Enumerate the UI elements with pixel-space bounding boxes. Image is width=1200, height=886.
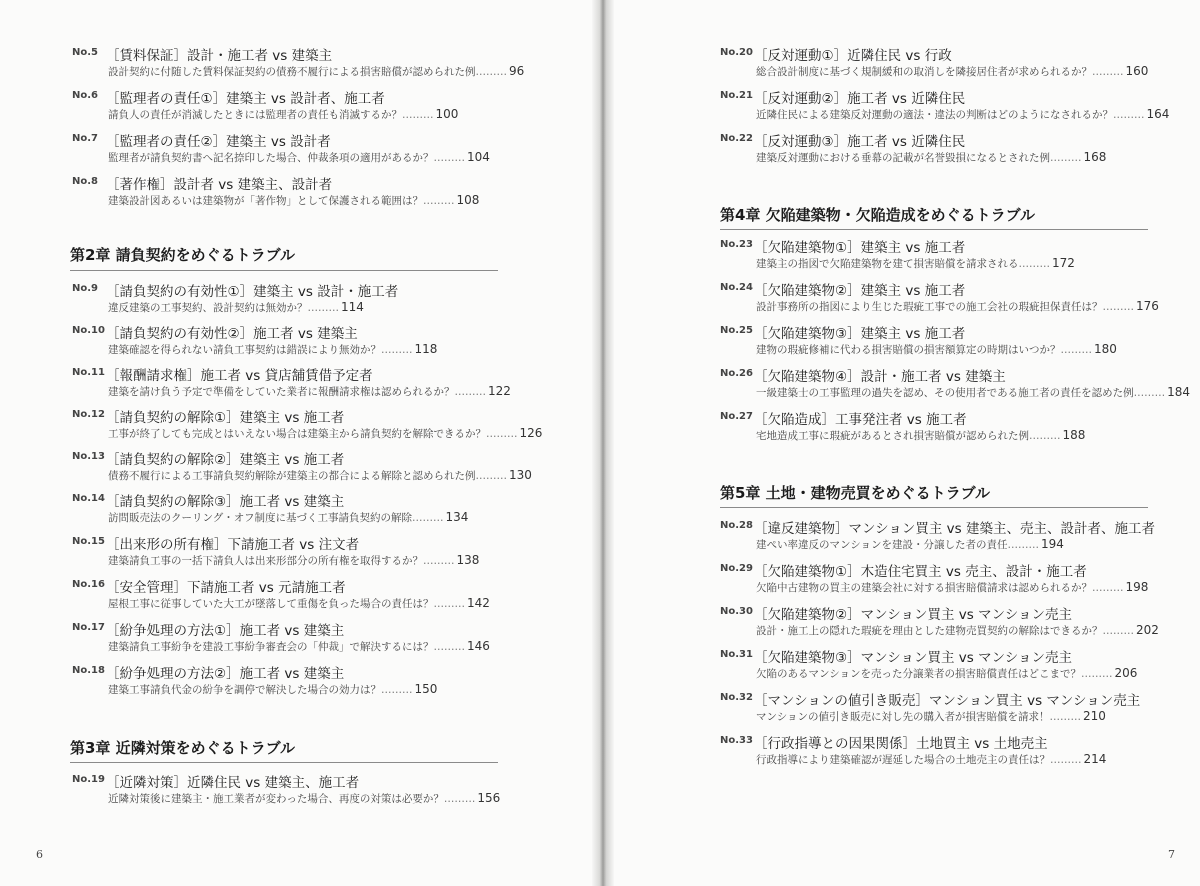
- entry-title: ［請負契約の解除②］建築主 vs 施工者: [106, 452, 345, 468]
- right-page: [606, 0, 1200, 886]
- entry-page: 138: [456, 553, 480, 567]
- entry-number: No.12: [72, 409, 105, 420]
- chapter-5-heading: 第5章 土地・建物売買をめぐるトラブル: [720, 484, 991, 502]
- entry-title: ［反対運動①］近隣住民 vs 行政: [754, 48, 952, 64]
- entry-page: 118: [414, 342, 438, 356]
- entry-number: No.15: [72, 536, 105, 547]
- entry-title: ［行政指導との因果関係］土地買主 vs 土地売主: [754, 736, 1048, 752]
- entry-description: 設計・施工上の隠れた瑕疵を理由とした建物売買契約の解除はできるか？……… 202: [756, 623, 1159, 637]
- entry-title: ［マンションの値引き販売］マンション買主 vs マンション売主: [754, 693, 1141, 709]
- entry-description: 債務不履行による工事請負契約解除が建築主の都合による解除と認められた例……… 130: [108, 468, 532, 482]
- entry-page: 172: [1052, 256, 1075, 270]
- entry-title: ［紛争処理の方法②］施工者 vs 建築主: [106, 666, 345, 682]
- entry-page: 134: [445, 510, 469, 524]
- entry-page: 188: [1062, 428, 1086, 442]
- entry-page: 176: [1136, 299, 1159, 313]
- chapter-4-heading: 第4章 欠陥建築物・欠陥造成をめぐるトラブル: [720, 206, 1036, 224]
- entry-title: ［賃料保証］設計・施工者 vs 建築主: [106, 48, 333, 64]
- entry-number: No.30: [720, 606, 753, 617]
- entry-description: 工事が終了しても完成とはいえない場合は建築主から請負契約を解除できるか？……… 126: [108, 426, 543, 440]
- entry-description: 近隣対策後に建築主・施工業者が変わった場合、再度の対策は必要か？……… 156: [108, 791, 501, 805]
- entry-number: No.32: [720, 692, 753, 703]
- entry-page: 96: [509, 64, 525, 78]
- entry-number: No.22: [720, 133, 753, 144]
- entry-number: No.33: [720, 735, 753, 746]
- entry-description: 請負人の責任が消滅したときには監理者の責任も消滅するか？……… 100: [108, 107, 459, 121]
- entry-description: 訪問販売法のクーリング・オフ制度に基づく工事請負契約の解除……… 134: [108, 510, 469, 524]
- entry-title: ［報酬請求権］施工者 vs 貸店舗賃借予定者: [106, 368, 373, 384]
- entry-page: 168: [1083, 150, 1107, 164]
- entry-title: ［反対運動②］施工者 vs 近隣住民: [754, 91, 966, 107]
- entry-page: 214: [1083, 752, 1107, 766]
- entry-number: No.11: [72, 367, 105, 378]
- entry-title: ［紛争処理の方法①］施工者 vs 建築主: [106, 623, 345, 639]
- entry-title: ［監理者の責任②］建築主 vs 設計者: [106, 134, 331, 150]
- entry-page: 130: [509, 468, 532, 482]
- entry-page: 150: [414, 682, 438, 696]
- entry-description: 建物の瑕疵修補に代わる損害賠償の損害額算定の時期はいつか？……… 180: [756, 342, 1117, 356]
- left-page: [0, 0, 598, 886]
- entry-description: 建築設計図あるいは建築物が「著作物」として保護される範囲は？……… 108: [108, 193, 480, 207]
- entry-title: ［欠陥建築物③］建築主 vs 施工者: [754, 326, 966, 342]
- entry-number: No.7: [72, 133, 98, 144]
- entry-number: No.25: [720, 325, 753, 336]
- entry-description: 屋根工事に従事していた大工が墜落して重傷を負った場合の責任は？……… 142: [108, 596, 490, 610]
- book-gutter: [592, 0, 614, 886]
- entry-number: No.6: [72, 90, 98, 101]
- entry-number: No.19: [72, 774, 105, 785]
- entry-page: 210: [1083, 709, 1106, 723]
- entry-title: ［欠陥建築物②］建築主 vs 施工者: [754, 283, 966, 299]
- entry-description: 欠陥のあるマンションを売った分譲業者の損害賠償責任はどこまで？……… 206: [756, 666, 1138, 680]
- entry-title: ［請負契約の有効性②］施工者 vs 建築主: [106, 326, 358, 342]
- entry-number: No.17: [72, 622, 105, 633]
- entry-title: ［欠陥建築物②］マンション買主 vs マンション売主: [754, 607, 1072, 623]
- entry-page: 202: [1136, 623, 1159, 637]
- entry-page: 114: [341, 300, 364, 314]
- entry-page: 164: [1146, 107, 1170, 121]
- chapter-3-rule: [70, 762, 498, 763]
- entry-title: ［著作権］設計者 vs 建築主、設計者: [106, 177, 333, 193]
- entry-title: ［安全管理］下請施工者 vs 元請施工者: [106, 580, 346, 596]
- entry-page: 160: [1125, 64, 1149, 78]
- chapter-5-rule: [720, 507, 1148, 508]
- entry-number: No.29: [720, 563, 753, 574]
- entry-page: 122: [488, 384, 511, 398]
- entry-page: 104: [467, 150, 490, 164]
- entry-description: マンションの値引き販売に対し先の購入者が損害賠償を請求！……… 210: [756, 709, 1106, 723]
- entry-page: 108: [456, 193, 480, 207]
- entry-title: ［欠陥建築物①］建築主 vs 施工者: [754, 240, 966, 256]
- chapter-2-heading: 第2章 請負契約をめぐるトラブル: [70, 246, 296, 264]
- entry-number: No.31: [720, 649, 753, 660]
- entry-description: 宅地造成工事に瑕疵があるとされ損害賠償が認められた例……… 188: [756, 428, 1086, 442]
- chapter-3-heading: 第3章 近隣対策をめぐるトラブル: [70, 739, 296, 757]
- entry-number: No.23: [720, 239, 753, 250]
- entry-title: ［請負契約の解除①］建築主 vs 施工者: [106, 410, 345, 426]
- entry-description: 設計事務所の指図により生じた瑕疵工事での施工会社の瑕疵担保責任は？……… 176: [756, 299, 1159, 313]
- entry-page: 194: [1041, 537, 1064, 551]
- entry-description: 行政指導により建築確認が遅延した場合の土地売主の責任は？……… 214: [756, 752, 1107, 766]
- entry-description: 建築主の指図で欠陥建築物を建て損害賠償を請求される……… 172: [756, 256, 1075, 270]
- entry-title: ［監理者の責任①］建築主 vs 設計者、施工者: [106, 91, 385, 107]
- page-number: 7: [1168, 848, 1175, 861]
- entry-number: No.10: [72, 325, 105, 336]
- entry-title: ［出来形の所有権］下請施工者 vs 注文者: [106, 537, 360, 553]
- entry-page: 198: [1125, 580, 1149, 594]
- entry-page: 100: [435, 107, 459, 121]
- entry-description: 設計契約に付随した賃料保証契約の債務不履行による損害賠償が認められた例……… 96: [108, 64, 525, 78]
- entry-title: ［欠陥建築物①］木造住宅買主 vs 売主、設計・施工者: [754, 564, 1087, 580]
- page-number: 6: [36, 848, 43, 861]
- entry-number: No.28: [720, 520, 753, 531]
- entry-title: ［違反建築物］マンション買主 vs 建築主、売主、設計者、施工者: [754, 521, 1155, 537]
- entry-number: No.18: [72, 665, 105, 676]
- entry-description: 建築を請け負う予定で準備をしていた業者に報酬請求権は認められるか？……… 122: [108, 384, 511, 398]
- entry-description: 建築請負工事の一括下請負人は出来形部分の所有権を取得するか？……… 138: [108, 553, 480, 567]
- entry-description: 総合設計制度に基づく規制緩和の取消しを隣接居住者が求められるか？……… 160: [756, 64, 1149, 78]
- entry-number: No.9: [72, 283, 98, 294]
- entry-number: No.5: [72, 47, 98, 58]
- entry-description: 建ぺい率違反のマンションを建設・分譲した者の責任……… 194: [756, 537, 1064, 551]
- entry-number: No.21: [720, 90, 753, 101]
- entry-description: 一級建築士の工事監理の過失を認め、その使用者である施工者の責任を認めた例……… 184: [756, 385, 1190, 399]
- entry-description: 建築請負工事紛争を建設工事紛争審査会の「仲裁」で解決するには？……… 146: [108, 639, 490, 653]
- entry-page: 126: [519, 426, 543, 440]
- entry-number: No.27: [720, 411, 753, 422]
- entry-page: 142: [467, 596, 490, 610]
- entry-title: ［近隣対策］近隣住民 vs 建築主、施工者: [106, 775, 360, 791]
- entry-description: 建築反対運動における垂幕の記載が名誉毀損になるとされた例……… 168: [756, 150, 1107, 164]
- entry-title: ［請負契約の解除③］施工者 vs 建築主: [106, 494, 345, 510]
- entry-page: 184: [1167, 385, 1190, 399]
- entry-page: 206: [1114, 666, 1138, 680]
- entry-description: 欠陥中古建物の買主の建築会社に対する損害賠償請求は認められるか？……… 198: [756, 580, 1149, 594]
- entry-description: 監理者が請負契約書へ記名捺印した場合、仲裁条項の適用があるか？……… 104: [108, 150, 490, 164]
- chapter-4-rule: [720, 229, 1148, 230]
- entry-description: 建築工事請負代金の紛争を調停で解決した場合の効力は？……… 150: [108, 682, 438, 696]
- entry-page: 156: [477, 791, 501, 805]
- entry-number: No.24: [720, 282, 753, 293]
- entry-description: 近隣住民による建築反対運動の適法・違法の判断はどのようになされるか？……… 164: [756, 107, 1170, 121]
- entry-number: No.16: [72, 579, 105, 590]
- entry-description: 建築確認を得られない請負工事契約は錯誤により無効か？……… 118: [108, 342, 438, 356]
- entry-number: No.20: [720, 47, 753, 58]
- entry-title: ［反対運動③］施工者 vs 近隣住民: [754, 134, 966, 150]
- entry-number: No.14: [72, 493, 105, 504]
- entry-number: No.26: [720, 368, 753, 379]
- entry-title: ［欠陥造成］工事発注者 vs 施工者: [754, 412, 967, 428]
- chapter-2-rule: [70, 270, 498, 271]
- entry-title: ［請負契約の有効性①］建築主 vs 設計・施工者: [106, 284, 399, 300]
- entry-number: No.8: [72, 176, 98, 187]
- entry-title: ［欠陥建築物④］設計・施工者 vs 建築主: [754, 369, 1006, 385]
- entry-description: 違反建築の工事契約、設計契約は無効か？……… 114: [108, 300, 364, 314]
- entry-page: 180: [1094, 342, 1117, 356]
- entry-number: No.13: [72, 451, 105, 462]
- entry-title: ［欠陥建築物③］マンション買主 vs マンション売主: [754, 650, 1072, 666]
- entry-page: 146: [467, 639, 490, 653]
